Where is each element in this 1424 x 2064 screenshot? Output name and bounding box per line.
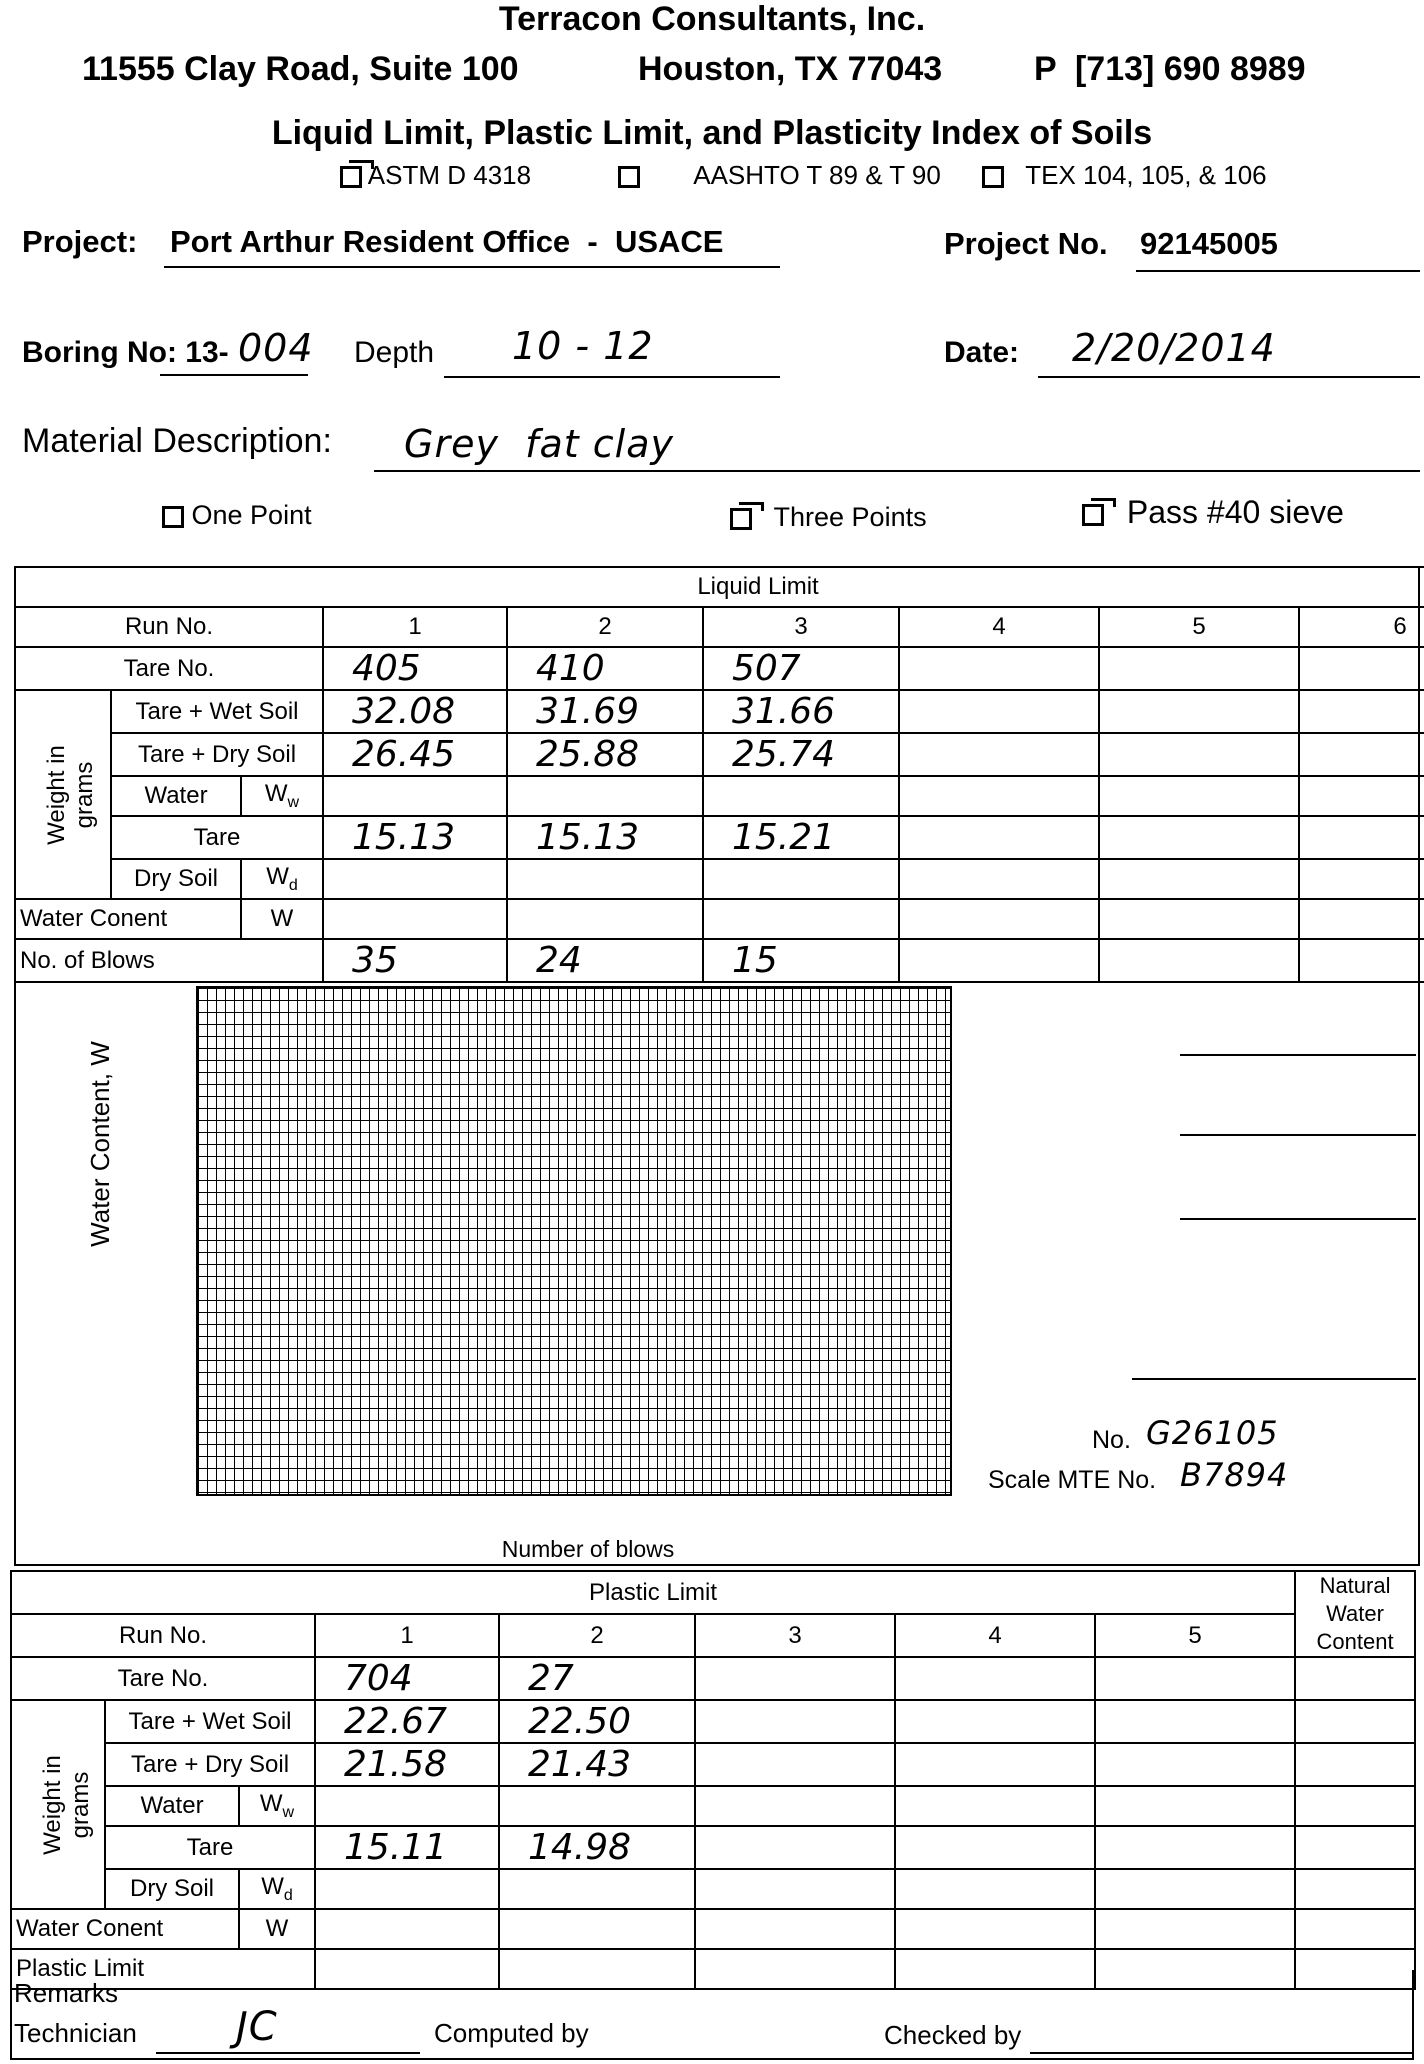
natural-water-content-header: Natural Water Content bbox=[1295, 1571, 1415, 1657]
material-label: Material Description: bbox=[22, 422, 332, 460]
row-symbol: W bbox=[241, 899, 323, 939]
standard-aashto[interactable] bbox=[618, 160, 941, 191]
company-city: Houston, TX 77043 bbox=[638, 50, 943, 88]
data-cell[interactable]: 22.50 bbox=[499, 1700, 695, 1743]
depth-underline bbox=[444, 376, 780, 378]
data-cell[interactable] bbox=[1099, 690, 1299, 733]
data-cell[interactable] bbox=[695, 1657, 895, 1700]
checkbox-icon bbox=[162, 506, 184, 528]
data-cell[interactable] bbox=[1299, 939, 1424, 982]
data-cell[interactable] bbox=[507, 776, 703, 816]
option-pass-40-label: Pass #40 sieve bbox=[1126, 494, 1344, 530]
data-cell[interactable] bbox=[695, 1786, 895, 1826]
row-label: Water bbox=[105, 1786, 239, 1826]
checkbox-icon bbox=[982, 166, 1004, 188]
row-symbol: W bbox=[239, 1909, 315, 1949]
data-cell[interactable] bbox=[899, 733, 1099, 776]
project-no-label: Project No. bbox=[944, 226, 1108, 261]
table-row bbox=[11, 1826, 1415, 1869]
data-cell[interactable] bbox=[703, 859, 899, 899]
data-cell[interactable]: 15.21 bbox=[703, 816, 899, 859]
option-pass-40[interactable] bbox=[1082, 494, 1344, 531]
form-title: Liquid Limit, Plastic Limit, and Plasticity Index of Soils bbox=[271, 114, 1153, 152]
scale-mte-label: Scale MTE No. bbox=[988, 1466, 1157, 1494]
data-cell[interactable] bbox=[315, 1786, 499, 1826]
run-header: 1 bbox=[315, 1614, 499, 1657]
liquid-limit-table bbox=[14, 566, 1424, 983]
run-header: 6 bbox=[1299, 607, 1424, 647]
y-axis-label: Water Content, W bbox=[85, 1041, 115, 1247]
data-cell[interactable] bbox=[899, 647, 1099, 690]
data-cell[interactable]: 26.45 bbox=[323, 733, 507, 776]
row-label: Tare + Dry Soil bbox=[111, 733, 323, 776]
row-symbol: $W_d$ bbox=[241, 859, 323, 899]
company-name: Terracon Consultants, Inc. bbox=[498, 0, 926, 38]
project-no-underline bbox=[1136, 270, 1420, 272]
row-label: Tare No. bbox=[11, 1657, 315, 1700]
data-cell[interactable]: 15.13 bbox=[323, 816, 507, 859]
run-label: Run No. bbox=[11, 1614, 315, 1657]
boring-underline bbox=[160, 374, 308, 376]
data-cell[interactable] bbox=[1099, 776, 1299, 816]
table-row bbox=[11, 1657, 1415, 1700]
remarks-label: Remarks bbox=[14, 1978, 119, 2008]
data-cell[interactable] bbox=[499, 1869, 695, 1909]
plastic-limit-table bbox=[10, 1570, 1416, 1990]
data-cell[interactable] bbox=[1099, 859, 1299, 899]
data-cell[interactable] bbox=[899, 776, 1099, 816]
row-label: Tare bbox=[105, 1826, 315, 1869]
weight-label-cell bbox=[11, 1700, 105, 1909]
data-cell[interactable]: 410 bbox=[507, 647, 703, 690]
data-cell[interactable] bbox=[1099, 899, 1299, 939]
run-header: 5 bbox=[1099, 607, 1299, 647]
data-cell[interactable] bbox=[1095, 1657, 1295, 1700]
data-cell[interactable] bbox=[1095, 1743, 1295, 1786]
data-cell[interactable] bbox=[315, 1869, 499, 1909]
standard-tex-label: TEX 104, 105, & 106 bbox=[1025, 160, 1267, 190]
scale-mte-value[interactable]: B7894 bbox=[1180, 1456, 1289, 1494]
data-cell[interactable] bbox=[895, 1700, 1095, 1743]
run-header: 1 bbox=[323, 607, 507, 647]
liquid-limit-title: Liquid Limit bbox=[15, 567, 1424, 607]
data-cell[interactable] bbox=[1299, 733, 1424, 776]
data-cell[interactable] bbox=[895, 1743, 1095, 1786]
data-cell[interactable] bbox=[895, 1786, 1095, 1826]
y-axis-label-wrap bbox=[80, 1041, 120, 1247]
data-cell[interactable] bbox=[1299, 859, 1424, 899]
result-line[interactable] bbox=[1132, 1378, 1416, 1380]
table-row bbox=[15, 776, 1424, 816]
data-cell[interactable]: 25.74 bbox=[703, 733, 899, 776]
date-underline bbox=[1038, 376, 1420, 378]
checkbox-icon bbox=[1082, 504, 1104, 526]
data-cell[interactable] bbox=[1299, 816, 1424, 859]
project-label: Project: bbox=[22, 224, 138, 259]
row-label: Dry Soil bbox=[105, 1869, 239, 1909]
row-label: Tare + Dry Soil bbox=[105, 1743, 315, 1786]
data-cell[interactable]: 35 bbox=[323, 939, 507, 982]
data-cell[interactable] bbox=[1095, 1826, 1295, 1869]
data-cell[interactable] bbox=[1095, 1909, 1295, 1949]
data-cell[interactable]: 25.88 bbox=[507, 733, 703, 776]
table-row bbox=[15, 647, 1424, 690]
company-phone: P [713] 690 8989 bbox=[1034, 50, 1306, 88]
table-row bbox=[15, 607, 1424, 647]
run-header: 4 bbox=[899, 607, 1099, 647]
technician-underline bbox=[156, 2052, 420, 2054]
table-row bbox=[15, 939, 1424, 982]
x-axis-label: Number of blows bbox=[501, 1536, 675, 1562]
natural-water-cell[interactable] bbox=[1295, 1786, 1415, 1826]
data-cell[interactable] bbox=[1299, 899, 1424, 939]
data-cell[interactable] bbox=[899, 899, 1099, 939]
run-header: 2 bbox=[507, 607, 703, 647]
project-name[interactable]: Port Arthur Resident Office - USACE bbox=[170, 224, 724, 259]
data-cell[interactable]: 405 bbox=[323, 647, 507, 690]
data-cell[interactable] bbox=[1299, 776, 1424, 816]
checked-by-underline[interactable] bbox=[1030, 2052, 1414, 2054]
run-header: 2 bbox=[499, 1614, 695, 1657]
data-cell[interactable]: 15.11 bbox=[315, 1826, 499, 1869]
natural-water-cell[interactable] bbox=[1295, 1743, 1415, 1786]
date-label: Date: bbox=[944, 336, 1020, 369]
data-cell[interactable] bbox=[1299, 690, 1424, 733]
data-cell[interactable] bbox=[895, 1869, 1095, 1909]
material-value[interactable]: Grey fat clay bbox=[404, 422, 674, 466]
checkbox-icon bbox=[340, 166, 362, 188]
result-line[interactable] bbox=[1180, 1218, 1416, 1220]
weight-label: Weight in grams bbox=[39, 1754, 94, 1855]
data-cell[interactable] bbox=[1099, 816, 1299, 859]
row-symbol: $W_w$ bbox=[241, 776, 323, 816]
computed-by-label: Computed by bbox=[434, 2018, 589, 2048]
technician-value[interactable]: JC bbox=[236, 2004, 278, 2050]
table-row bbox=[11, 1786, 1415, 1826]
data-cell[interactable] bbox=[1099, 733, 1299, 776]
standard-astm-label: ASTM D 4318 bbox=[367, 160, 532, 190]
option-three-points[interactable] bbox=[730, 502, 927, 533]
table-row bbox=[15, 816, 1424, 859]
natural-water-cell[interactable] bbox=[1295, 1700, 1415, 1743]
boring-value[interactable]: 004 bbox=[238, 326, 314, 370]
data-cell[interactable]: 704 bbox=[315, 1657, 499, 1700]
data-cell[interactable]: 15.13 bbox=[507, 816, 703, 859]
row-label: Water Conent bbox=[11, 1909, 239, 1949]
flow-curve-grid[interactable] bbox=[196, 986, 952, 1496]
data-cell[interactable] bbox=[695, 1869, 895, 1909]
boring-label: Boring No: 13- bbox=[22, 336, 229, 369]
material-underline bbox=[374, 470, 1420, 472]
result-line[interactable] bbox=[1180, 1134, 1416, 1136]
option-three-points-label: Three Points bbox=[773, 502, 927, 532]
data-cell[interactable]: 15 bbox=[703, 939, 899, 982]
table-row bbox=[11, 1700, 1415, 1743]
data-cell[interactable] bbox=[1095, 1786, 1295, 1826]
data-cell[interactable]: 31.66 bbox=[703, 690, 899, 733]
data-cell[interactable] bbox=[1099, 939, 1299, 982]
data-cell[interactable] bbox=[1095, 1700, 1295, 1743]
data-cell[interactable]: 27 bbox=[499, 1657, 695, 1700]
data-cell[interactable] bbox=[899, 939, 1099, 982]
data-cell[interactable] bbox=[1099, 647, 1299, 690]
data-cell[interactable] bbox=[703, 776, 899, 816]
table-row bbox=[15, 733, 1424, 776]
data-cell[interactable] bbox=[703, 899, 899, 939]
table-row bbox=[15, 899, 1424, 939]
row-symbol: $W_w$ bbox=[239, 1786, 315, 1826]
data-cell[interactable] bbox=[695, 1743, 895, 1786]
remarks-box bbox=[10, 1970, 1414, 2060]
depth-value[interactable]: 10 - 12 bbox=[512, 324, 654, 368]
data-cell[interactable] bbox=[695, 1909, 895, 1949]
weight-label: Weight in grams bbox=[43, 744, 98, 845]
row-label: Plastic Limit bbox=[11, 1949, 315, 1989]
standard-aashto-label: AASHTO T 89 & T 90 bbox=[693, 160, 941, 190]
data-cell[interactable] bbox=[499, 1786, 695, 1826]
data-cell[interactable] bbox=[695, 1826, 895, 1869]
row-label: No. of Blows bbox=[15, 939, 323, 982]
data-cell[interactable]: 14.98 bbox=[499, 1826, 695, 1869]
option-one-point[interactable] bbox=[162, 500, 312, 531]
data-cell[interactable]: 31.69 bbox=[507, 690, 703, 733]
data-cell[interactable] bbox=[1299, 647, 1424, 690]
table-row bbox=[11, 1909, 1415, 1949]
data-cell[interactable] bbox=[895, 1657, 1095, 1700]
data-cell[interactable]: 22.67 bbox=[315, 1700, 499, 1743]
data-cell[interactable] bbox=[895, 1909, 1095, 1949]
run-header: 4 bbox=[895, 1614, 1095, 1657]
depth-label: Depth bbox=[354, 336, 435, 369]
table-row bbox=[15, 690, 1424, 733]
run-header: 3 bbox=[703, 607, 899, 647]
row-label: Tare + Wet Soil bbox=[111, 690, 323, 733]
natural-water-cell[interactable] bbox=[1295, 1909, 1415, 1949]
data-cell[interactable] bbox=[323, 899, 507, 939]
checkbox-icon bbox=[730, 508, 752, 530]
run-header: 3 bbox=[695, 1614, 895, 1657]
data-cell[interactable] bbox=[507, 859, 703, 899]
data-cell[interactable]: 21.43 bbox=[499, 1743, 695, 1786]
checkbox-icon bbox=[618, 166, 640, 188]
row-label: Water bbox=[111, 776, 241, 816]
table-row bbox=[15, 859, 1424, 899]
row-label: Tare No. bbox=[15, 647, 323, 690]
project-no[interactable]: 92145005 bbox=[1140, 226, 1278, 261]
standard-tex[interactable] bbox=[982, 160, 1267, 191]
data-cell[interactable] bbox=[323, 776, 507, 816]
data-cell[interactable]: 21.58 bbox=[315, 1743, 499, 1786]
row-label: Tare bbox=[111, 816, 323, 859]
data-cell[interactable] bbox=[507, 899, 703, 939]
checked-by-label: Checked by bbox=[884, 2020, 1022, 2050]
row-symbol: $W_d$ bbox=[239, 1869, 315, 1909]
data-cell[interactable] bbox=[499, 1909, 695, 1949]
natural-water-cell[interactable] bbox=[1295, 1657, 1415, 1700]
data-cell[interactable] bbox=[899, 690, 1099, 733]
project-name-underline bbox=[164, 266, 780, 268]
table-row bbox=[11, 1614, 1415, 1657]
row-label: Water Conent bbox=[15, 899, 241, 939]
company-address: 11555 Clay Road, Suite 100 bbox=[82, 50, 519, 88]
option-one-point-label: One Point bbox=[191, 500, 312, 530]
oven-no-label: No. bbox=[1092, 1426, 1131, 1454]
oven-no-value[interactable]: G26105 bbox=[1146, 1414, 1279, 1452]
date-value[interactable]: 2/20/2014 bbox=[1072, 326, 1276, 370]
technician-label: Technician bbox=[14, 2018, 137, 2048]
run-header: 5 bbox=[1095, 1614, 1295, 1657]
data-cell[interactable] bbox=[1095, 1869, 1295, 1909]
row-label: Tare + Wet Soil bbox=[105, 1700, 315, 1743]
standard-astm[interactable] bbox=[340, 160, 531, 191]
weight-label-cell bbox=[15, 690, 111, 899]
result-line[interactable] bbox=[1180, 1054, 1416, 1056]
data-cell[interactable] bbox=[315, 1909, 499, 1949]
table-row bbox=[11, 1743, 1415, 1786]
data-cell[interactable]: 32.08 bbox=[323, 690, 507, 733]
data-cell[interactable] bbox=[895, 1826, 1095, 1869]
data-cell[interactable] bbox=[899, 816, 1099, 859]
data-cell[interactable]: 507 bbox=[703, 647, 899, 690]
data-cell[interactable]: 24 bbox=[507, 939, 703, 982]
data-cell[interactable] bbox=[899, 859, 1099, 899]
run-label: Run No. bbox=[15, 607, 323, 647]
row-label: Dry Soil bbox=[111, 859, 241, 899]
plastic-limit-title: Plastic Limit bbox=[11, 1571, 1295, 1614]
natural-water-cell[interactable] bbox=[1295, 1869, 1415, 1909]
table-row bbox=[11, 1869, 1415, 1909]
data-cell[interactable] bbox=[323, 859, 507, 899]
natural-water-cell[interactable] bbox=[1295, 1826, 1415, 1869]
data-cell[interactable] bbox=[695, 1700, 895, 1743]
